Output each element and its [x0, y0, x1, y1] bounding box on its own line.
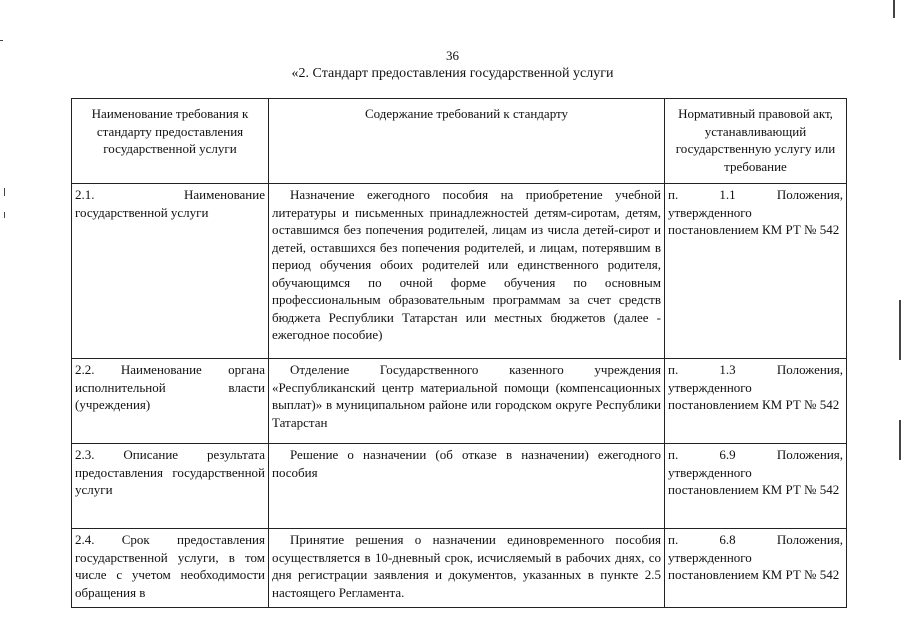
header-legal-act: Нормативный правовой акт, устанавливающий государственную услугу или требование: [665, 99, 847, 184]
requirement-name-cell: 2.4. Срок предоставления государственной услуги, в том числе с учетом необходимости обращения в: [72, 529, 269, 608]
requirement-content-cell: Решение о назначении (об отказе в назначении) ежегодного пособия: [269, 444, 665, 529]
right-edge-mark: [899, 300, 901, 360]
table-row: [72, 529, 847, 608]
page-number: 36: [446, 48, 459, 63]
standard-table: [71, 98, 847, 608]
header-requirement-name: Наименование требования к стандарту предоставления государственной услуги: [72, 99, 269, 184]
requirement-name-cell: 2.3. Описание результата предоставления государственной услуги: [72, 444, 269, 529]
legal-act-cell: п. 1.3 Положения, утвержденного постановлением КМ РТ № 542: [665, 359, 847, 444]
requirement-content-cell: Отделение Государственного казенного учреждения «Республиканский центр материальной помощи (компенсационных выплат)» в муниципальном районе или городском округе Республики Татарстан: [269, 359, 665, 444]
legal-act-cell: п. 6.9 Положения, утвержденного постановлением КМ РТ № 542: [665, 444, 847, 529]
table-row: [72, 444, 847, 529]
left-margin-mark: [4, 212, 5, 218]
requirement-name-cell: 2.2. Наименование органа исполнительной власти (учреждения): [72, 359, 269, 444]
table-row: [72, 359, 847, 444]
right-edge-mark: [893, 0, 895, 18]
left-margin-mark: [4, 188, 5, 196]
requirement-content-cell: Назначение ежегодного пособия на приобретение учебной литературы и письменных принадлежностей детям-сиротам, детям, оставшимся без попечения родителей, лицам из числа детей-сирот и детей, оставшихся без попечения родителей, и лицам, потерявшим в период обучения обоих родителей или единственного родителя, обучающимся по очной форме обучения по основным профессиональным образовательным программам за счет средств бюджета Республики Татарстан или местных бюджетов (далее - ежегодное пособие): [269, 184, 665, 359]
legal-act-cell: п. 6.8 Положения, утвержденного постановлением КМ РТ № 542: [665, 529, 847, 608]
left-margin-mark: [0, 40, 3, 41]
right-edge-mark: [899, 420, 901, 460]
legal-act-cell: п. 1.1 Положения, утвержденного постановлением КМ РТ № 542: [665, 184, 847, 359]
requirement-content-cell: Принятие решения о назначении единовременного пособия осуществляется в 10-дневный срок, исчисляемый в рабочих днях, со дня регистрации заявления и документов, указанных в пункте 2.5 настоящего Регламента.: [269, 529, 665, 608]
section-heading: «2. Стандарт предоставления государственной услуги: [291, 66, 614, 81]
table-row: [72, 184, 847, 359]
requirement-name-cell: 2.1. Наименование государственной услуги: [72, 184, 269, 359]
header-requirement-content: Содержание требований к стандарту: [269, 99, 665, 184]
table-header-row: [72, 99, 847, 184]
